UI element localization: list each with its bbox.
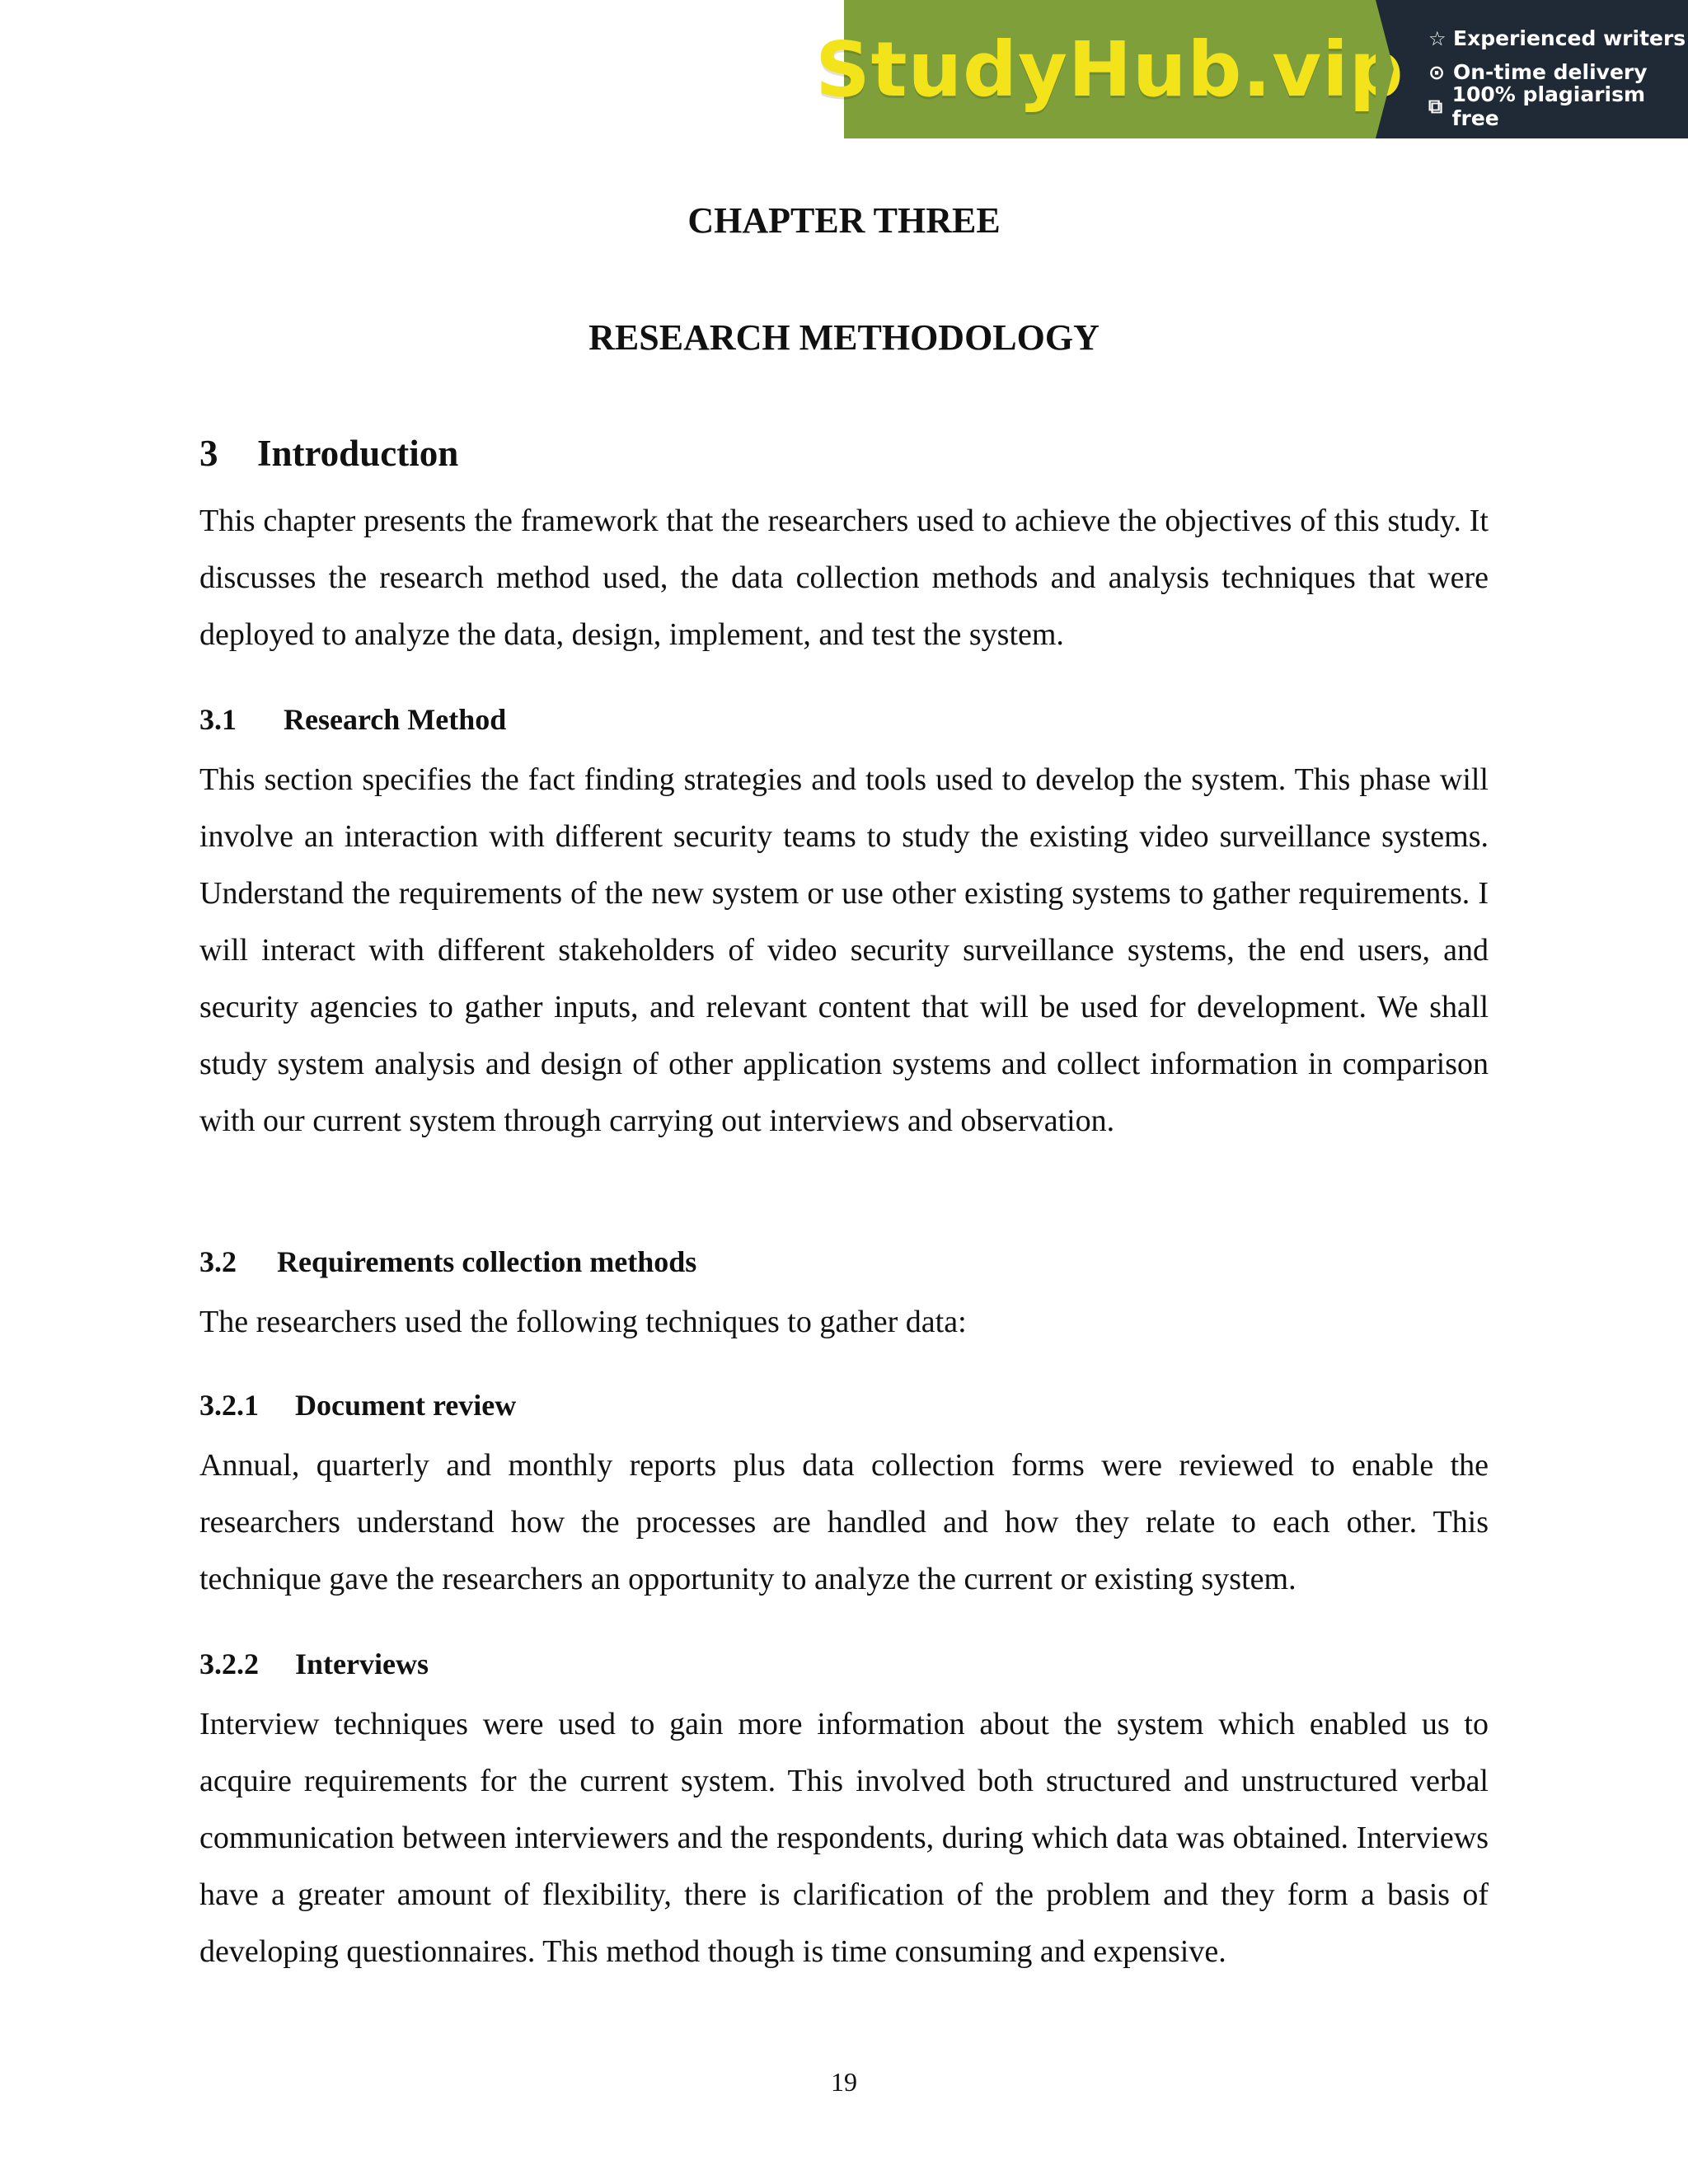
section-number: 3.2 (199, 1245, 237, 1278)
chapter-title: RESEARCH METHODOLOGY (588, 317, 1100, 358)
section-number: 3.1 (199, 703, 237, 736)
section-introduction (199, 432, 1489, 475)
section-title: Requirements collection methods (277, 1245, 697, 1278)
logo-text: StudyHub.vip (815, 25, 1404, 114)
section-title: Document review (295, 1389, 517, 1422)
star-icon: ☆ (1428, 26, 1447, 50)
chapter-heading: CHAPTER THREE (687, 200, 1001, 241)
studyhub-logo[interactable] (815, 0, 1404, 138)
studyhub-banner[interactable] (815, 0, 1688, 138)
section-number: 3 (199, 433, 218, 474)
feature-text: 100% plagiarism free (1451, 82, 1646, 130)
section-number: 3.2.2 (199, 1647, 259, 1680)
section-title: Introduction (257, 433, 459, 474)
section-heading (199, 1388, 1489, 1422)
section-body: Interview techniques were used to gain more information about the system which enabled us to acquire requirements for the current system. This involved both structured and unstructured verbal communication between interviewers and the respondents, during which data was obtained. Interviews have a greater amount of flexibility, there is clarification of the problem and they form a basis of developing questionnaires. This method though is time consuming and expensive. (199, 1707, 1489, 1969)
section-research-method (199, 702, 1489, 737)
section-heading (199, 1647, 1489, 1681)
section-body: This chapter presents the framework that the researchers used to achieve the objectives of this study. It discusses the research method used, the data collection methods and analysis techniques that were deployed to analyze the data, design, implement, and test the system. (199, 504, 1489, 652)
section-title: Interviews (295, 1647, 429, 1680)
section-body: This section specifies the fact finding strategies and tools used to develop the system. This phase will involve an interaction with different security teams to study the existing video surveillance systems. Understand the requirements of the new system or use other existing systems to gather requirements. I will interact with different stakeholders of video security surveillance systems, the end users, and security agencies to gather inputs, and relevant content that will be used for development. We shall study system analysis and design of other application systems and collect information in comparison with our current system through carrying out interviews and observation. (199, 762, 1489, 1138)
page-number: 19 (831, 2067, 857, 2097)
section-document-review (199, 1388, 1489, 1422)
section-requirements-collection (199, 1244, 1489, 1279)
section-title: Research Method (284, 703, 507, 736)
section-heading (199, 702, 1489, 737)
section-heading (199, 1244, 1489, 1279)
section-body: The researchers used the following techniques to gather data: (199, 1305, 967, 1339)
feature-item (1428, 21, 1688, 55)
section-interviews (199, 1647, 1489, 1681)
feature-text: On-time delivery (1453, 60, 1648, 84)
section-body: Annual, quarterly and monthly reports plus data collection forms were reviewed to enable the researchers understand how the processes are handled and how they relate to each other. This technique gave the researchers an opportunity to analyze the current or existing system. (199, 1448, 1489, 1596)
copy-icon: ⧉ (1428, 94, 1443, 118)
clock-icon: ⊙ (1428, 60, 1446, 84)
section-heading (199, 432, 1489, 475)
feature-item (1428, 82, 1688, 130)
feature-text: Experienced writers (1453, 26, 1686, 50)
banner-features (1376, 0, 1688, 138)
section-number: 3.2.1 (199, 1389, 259, 1422)
